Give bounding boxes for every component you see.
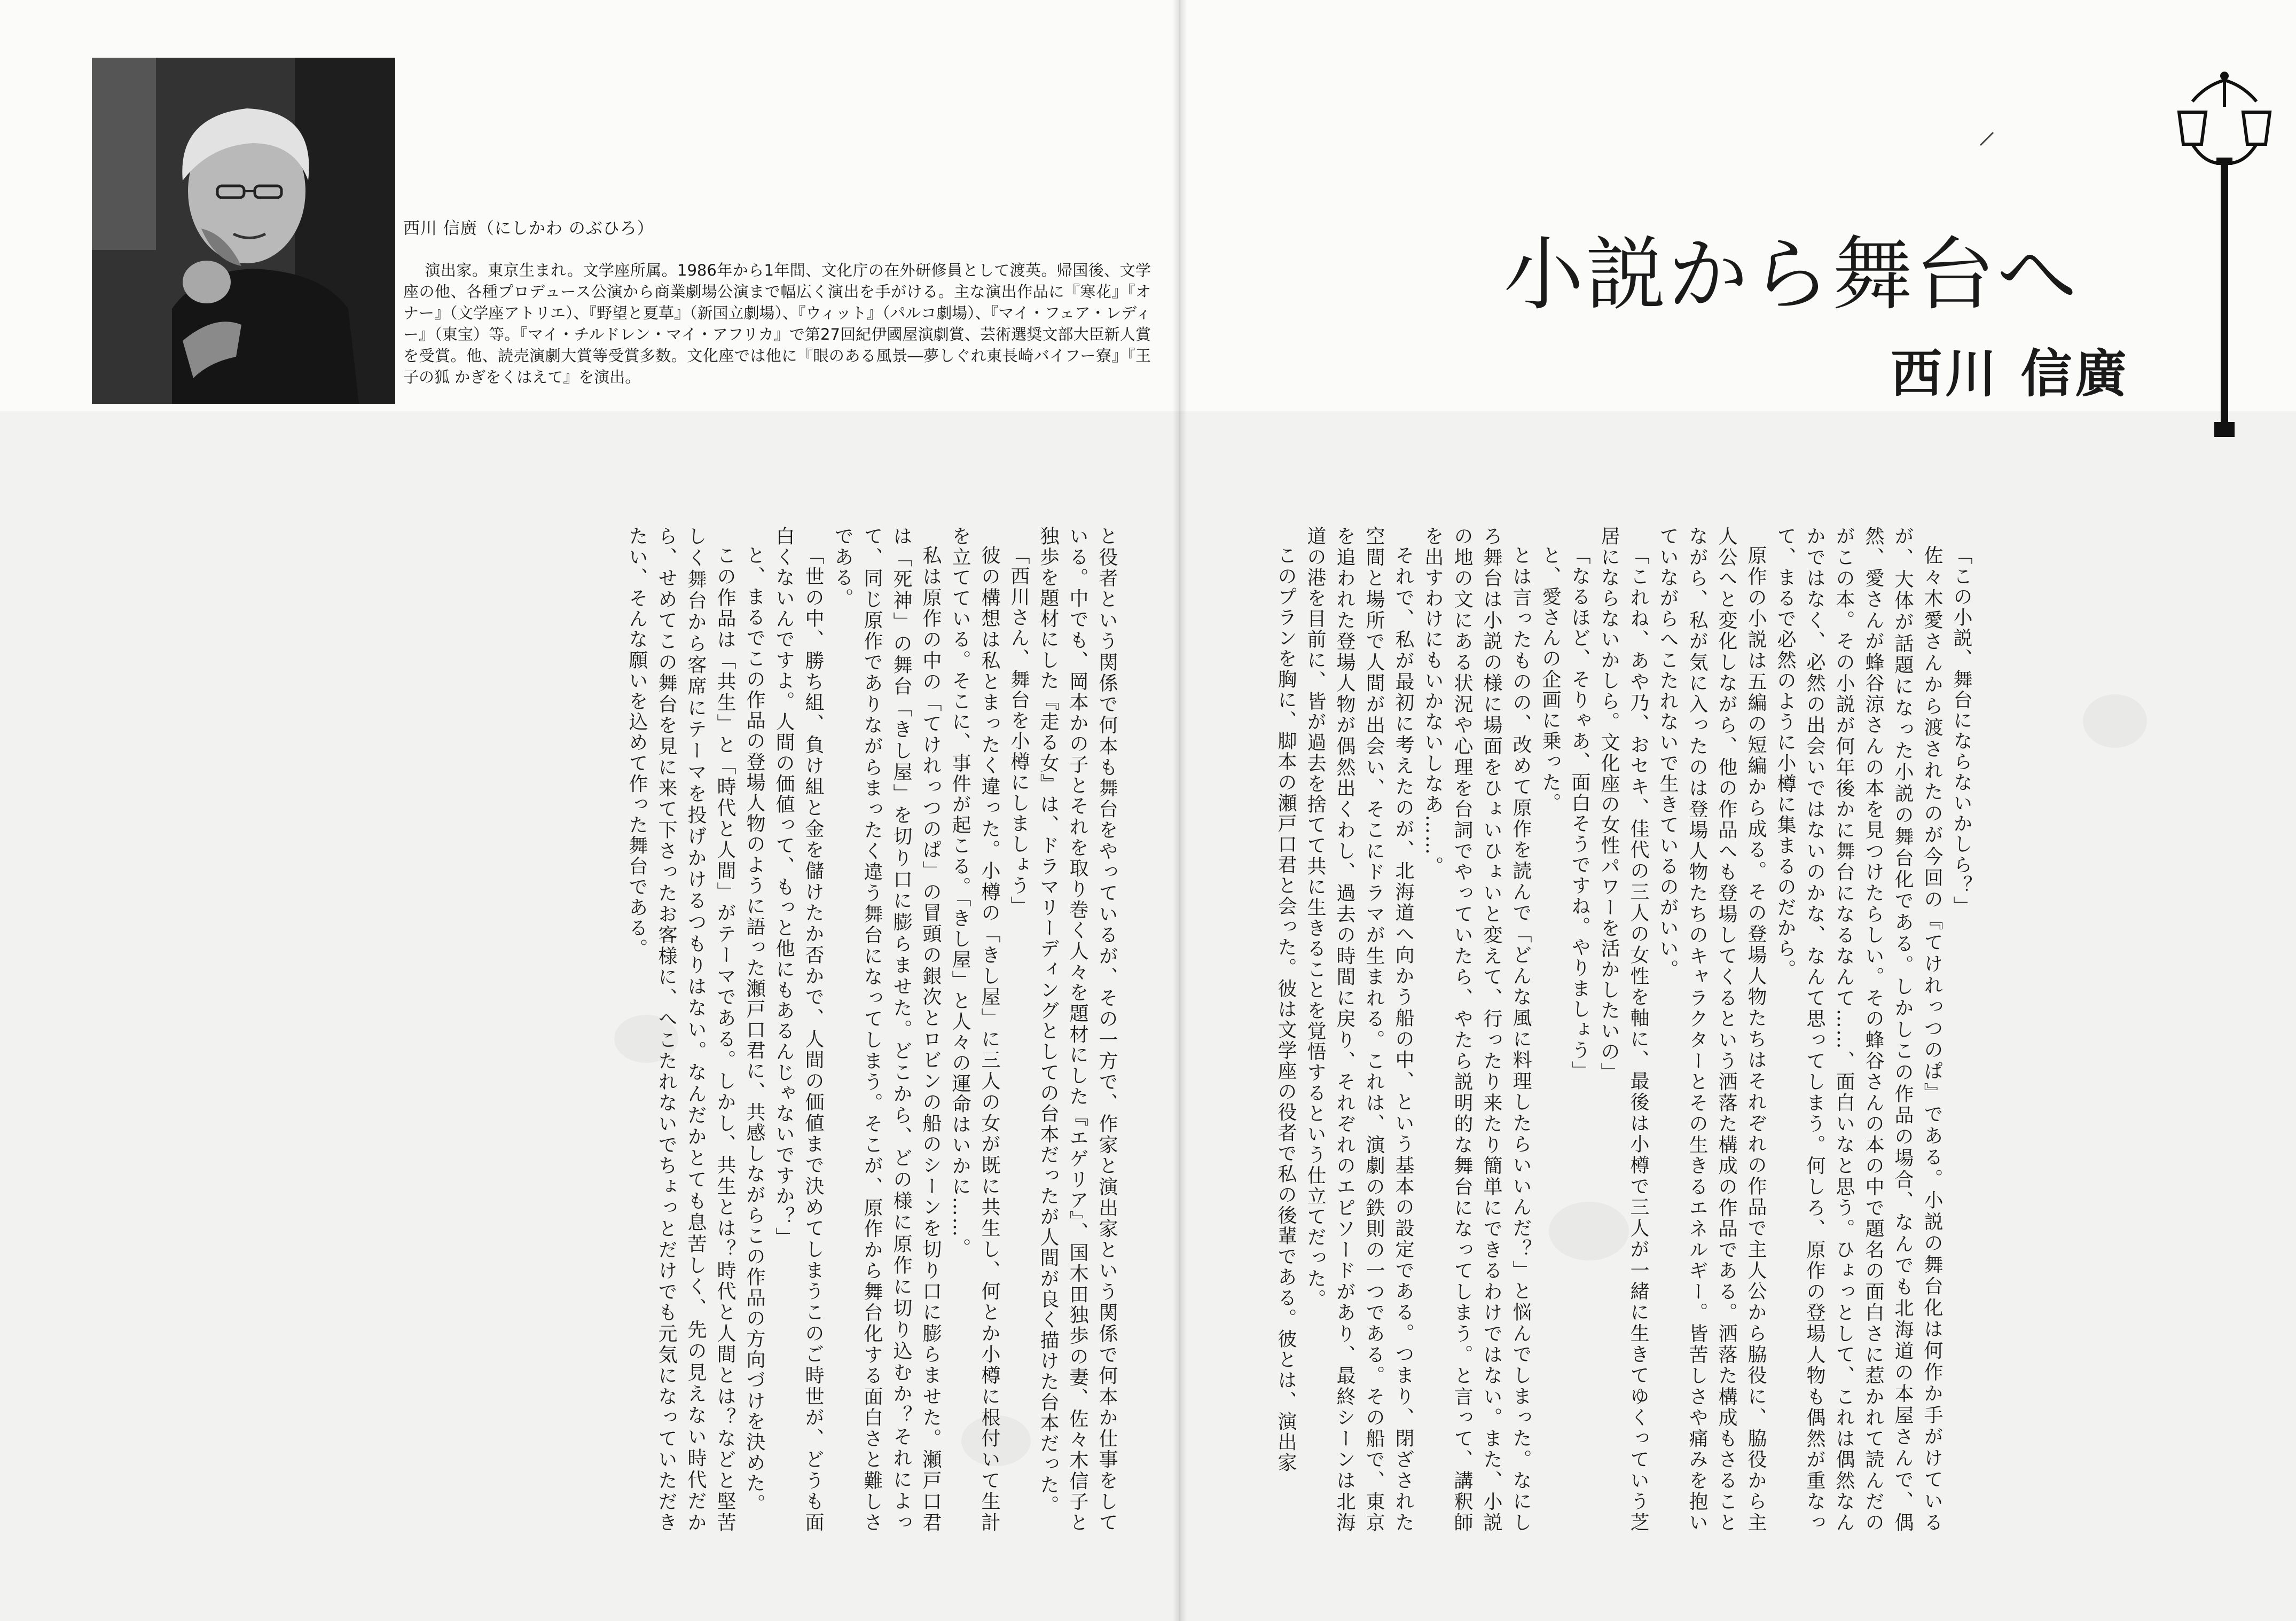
article-body-left-page [369, 526, 1122, 1533]
paragraph: 佐々木愛さんから渡されたのが今回の『てけれっつのぱ』である。小説の舞台化は何作か手がけているが、大体が話題になった小説の舞台化である。しかしこの作品の場合、なんでも北海道の本屋さんで、偶然、愛さんが蜂谷涼さんの本を見つけたらしい。その蜂谷さんの本の中で題名の面白さに惹かれて読んだのがこの本。その小説が何年後かに舞台になるなんて……、面白いなと思う。ひょっとして、これは偶然なんかではなく、必然の出会いではないのかな、なんて思ってしまう。何しろ、原作の登場人物も偶然が重なって、まるで必然のように小樽に集まるのだから。 [1774, 526, 1943, 1533]
article-title: 小説から舞台へ [1503, 229, 2080, 322]
paragraph: 「これね、あや乃、おセキ、佳代の三人の女性を軸に、最後は小樽で三人が一緒に生きてゆくっていう芝居にならないかしら。文化座の女性パワーを活かしたいの」 [1598, 526, 1649, 1533]
paragraph: と役者という関係で何本も舞台をやっているが、その一方で、作家と演出家という関係で何本か仕事をしている。中でも、岡本かの子とそれを取り巻く人々を題材にした『エゲリア』、国木田独歩の妻、佐々木信子と独歩を題材にした『走る女』は、ドラマリーディングとしての台本だったが人間が良く描けた台本だった。 [1037, 526, 1118, 1533]
street-lamp-illustration [2163, 64, 2286, 438]
paragraph: 私は原作の中の「てけれっつのぱ」の冒頭の銀次とロビンの船のシーンを切り口に膨らませた。瀬戸口君は「死神」の舞台「きし屋」を切り口に膨らませた。どこから、どの様に原作に切り込むか？それによって、同じ原作でありながらまったく違う舞台になってしまう。そこが、原作から舞台化する面白さと難しさである。 [832, 526, 942, 1533]
paragraph: このプランを胸に、脚本の瀬戸口君と会った。彼は文学座の役者で私の後輩である。彼とは、演出家 [1275, 545, 1297, 1473]
bio-text: 演出家。東京生まれ。文学座所属。1986年から1年間、文化庁の在外研修員として渡英。帰国後、文学座の他、各種プロデュース公演から商業劇場公演まで幅広く演出を手がける。主な演出作品に『寒花』『オナー』（文学座アトリエ）、『野望と夏草』（新国立劇場）、『ウィット』（パルコ劇場）、『マイ・フェア・レディー』（東宝）等。『マイ・チルドレン・マイ・アフリカ』で第27回紀伊國屋演劇賞、芸術選奨文部大臣新人賞を受賞。他、読売演劇大賞等受賞多数。文化座では他に『眼のある風景―夢しぐれ東長崎バイフー寮』『王子の狐 かぎをくはえて』を演出。 [403, 261, 1151, 386]
paragraph: 原作の小説は五編の短編から成る。その登場人物たちはそれぞれの作品で主人公から脇役に、脇役から主人公へと変化しながら、他の作品へも登場してくるという洒落た構成の作品である。洒落た構成もさることながら、私が気に入ったのは登場人物たちのキャラクターとその生きるエネルギー。皆苦しさや痛みを抱いていながらへこたれないで生きているのがいい。 [1657, 526, 1767, 1533]
paragraph: それで、私が最初に考えたのが、北海道へ向かう船の中、という基本の設定である。つまり、閉ざされた空間と場所で人間が出会い、そこにドラマが生まれる。これは、演劇の鉄則の一つである。その船で、東京を追われた登場人物が偶然出くわし、過去の時間に戻り、それぞれのエピソードがあり、最終シーンは北海道の港を目前に、皆が過去を捨てて共に生きることを覚悟するという仕立てだった。 [1304, 526, 1414, 1533]
paragraph: 「世の中、勝ち組、負け組と金を儲けたか否かで、人間の価値まで決めてしまうこのご時世が、どうも面白くないんですよ。人間の価値って、もっと他にもあるんじゃないですか？」 [773, 526, 824, 1533]
paragraph: この作品は「共生」と「時代と人間」がテーマである。しかし、共生とは？時代と人間とは？などと堅苦しく舞台から客席にテーマを投げかけるつもりはない。なんだかとても息苦しく、先の見えない時代だから、せめてこの舞台を見に来て下さったお客様に、へこたれないでちょっとだけでも元気になっていただきたい、そんな願いを込めて作った舞台である。 [626, 526, 736, 1533]
paragraph: 彼の構想は私とまったく違った。小樽の「きし屋」に三人の女が既に共生し、何とか小樽に根付いて生計を立てている。そこに、事件が起こる。「きし屋」と人々の運命はいかに……。 [949, 526, 1000, 1533]
paragraph: 「西川さん、舞台を小樽にしましょう」 [1008, 545, 1030, 917]
paragraph: と、まるでこの作品の登場人物のように語った瀬戸口君に、共感しながらこの作品の方向づけを決めた。 [743, 545, 765, 1515]
author-photo [92, 58, 395, 404]
article-body-right-page [1228, 526, 1976, 1533]
article-author: 西川 信廣 [1891, 343, 2130, 404]
paragraph: 「なるほど、そりゃあ、面白そうですね。やりましょう」 [1569, 545, 1590, 1082]
bio-name: 西川 信廣（にしかわ のぶひろ） [403, 219, 654, 238]
paragraph: とは言ったものの、改めて原作を読んで「どんな風に料理したらいいんだ？」と悩んでしまった。なにしろ舞台は小説の様に場面をひょいひょいと変えて、行ったり来たり簡単にできるわけではない。また、小説の地の文にある状況や心理を台詞でやっていたら、やたら説明的な舞台になってしまう。と言って、講釈師を出すわけにもいかないしなあ……。 [1422, 526, 1532, 1533]
paper-smudge [2083, 694, 2147, 748]
page-fold [1172, 0, 1187, 1621]
paragraph: 「この小説、舞台にならないかしら？」 [1950, 545, 1972, 917]
stray-mark [1976, 128, 1997, 150]
paragraph: と、愛さんの企画に乗った。 [1539, 545, 1561, 813]
